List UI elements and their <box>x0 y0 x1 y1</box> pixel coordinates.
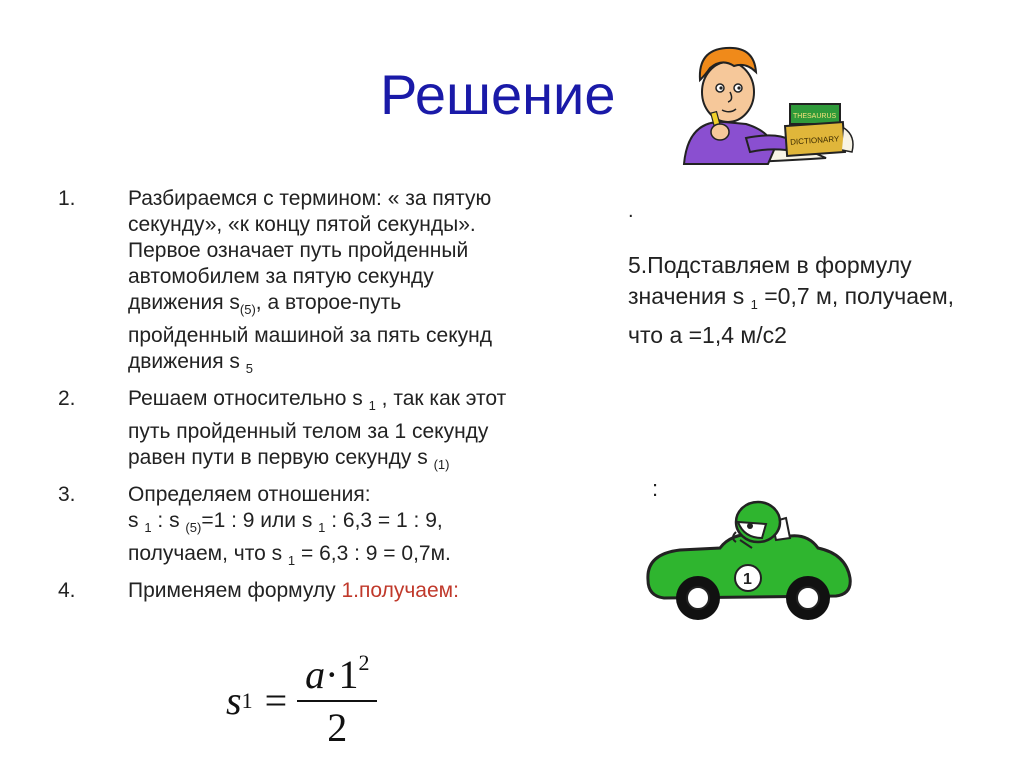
thinking-boy-illustration <box>676 40 866 166</box>
step-2 <box>58 386 518 478</box>
subscript: 5 <box>245 361 253 376</box>
step-text: , так как этот путь пройденный телом за 1 секунду равен пути в первую секунду s <box>128 387 507 469</box>
race-car-illustration <box>640 494 860 634</box>
formula-equals: = <box>264 678 288 723</box>
formula-exponent: 2 <box>358 650 370 675</box>
book-label-top: THESAURUS <box>793 113 837 120</box>
text: : 6,3 = 1 : 9, <box>325 509 443 532</box>
solution-steps <box>58 186 518 608</box>
step-1 <box>58 186 518 382</box>
text: s <box>128 509 145 532</box>
subscript: (5) <box>185 520 202 535</box>
ratio-line <box>128 508 518 541</box>
formula-variable: s <box>226 678 242 723</box>
distance-formula <box>226 650 377 751</box>
subscript: (1) <box>433 457 450 472</box>
text: 5.Подставляем в формулу значения s <box>628 252 912 309</box>
result-line <box>128 541 518 574</box>
subscript: 1 <box>144 520 152 535</box>
formula-reference: 1.получаем: <box>341 579 459 602</box>
subscript: 1 <box>318 520 326 535</box>
formula-subscript: 1 <box>241 687 253 713</box>
formula-dot: · <box>325 652 339 697</box>
text: получаем, что s <box>128 542 288 565</box>
step-text: Применяем формулу <box>128 579 342 602</box>
stray-dot: . <box>628 200 634 222</box>
formula-numerator <box>297 650 377 702</box>
subscript: 1 <box>750 297 758 312</box>
step-number: 4. <box>58 579 76 602</box>
formula-base: 1 <box>338 652 359 697</box>
subscript: 1 <box>368 398 376 413</box>
step-text: Определяем отношения: <box>128 483 371 506</box>
step-number: 3. <box>58 483 76 506</box>
book-label-bottom: DICTIONARY <box>789 134 840 147</box>
subscript: (5) <box>239 302 256 317</box>
step-text: , а второе-путь пройденный машиной за пять секунд движения s <box>128 291 493 373</box>
text: =0,7 м, получаем, что а =1,4 м/с2 <box>628 283 955 348</box>
subscript: 1 <box>287 553 296 568</box>
step-4 <box>58 578 518 604</box>
step-5-text <box>628 250 988 351</box>
formula-var-a: a <box>305 652 326 697</box>
stray-colon: : <box>652 476 659 501</box>
car-number: 1 <box>743 571 752 588</box>
text: = 6,3 : 9 = 0,7м. <box>295 542 451 565</box>
formula-denominator: 2 <box>327 705 348 750</box>
step-number: 2. <box>58 387 76 410</box>
step-3 <box>58 482 518 574</box>
slide-title: Решение <box>380 63 616 126</box>
text: =1 : 9 или s <box>201 509 319 532</box>
formula-fraction <box>297 650 377 751</box>
step-text: Разбираемся с термином: « за пятую секунду», «к концу пятой секунды». Первое означает путь пройденный автомобилем за пятую секунду движения s <box>128 187 492 314</box>
step-text: Решаем относительно s <box>128 387 369 410</box>
text: : s <box>151 509 186 532</box>
step-number: 1. <box>58 187 76 210</box>
